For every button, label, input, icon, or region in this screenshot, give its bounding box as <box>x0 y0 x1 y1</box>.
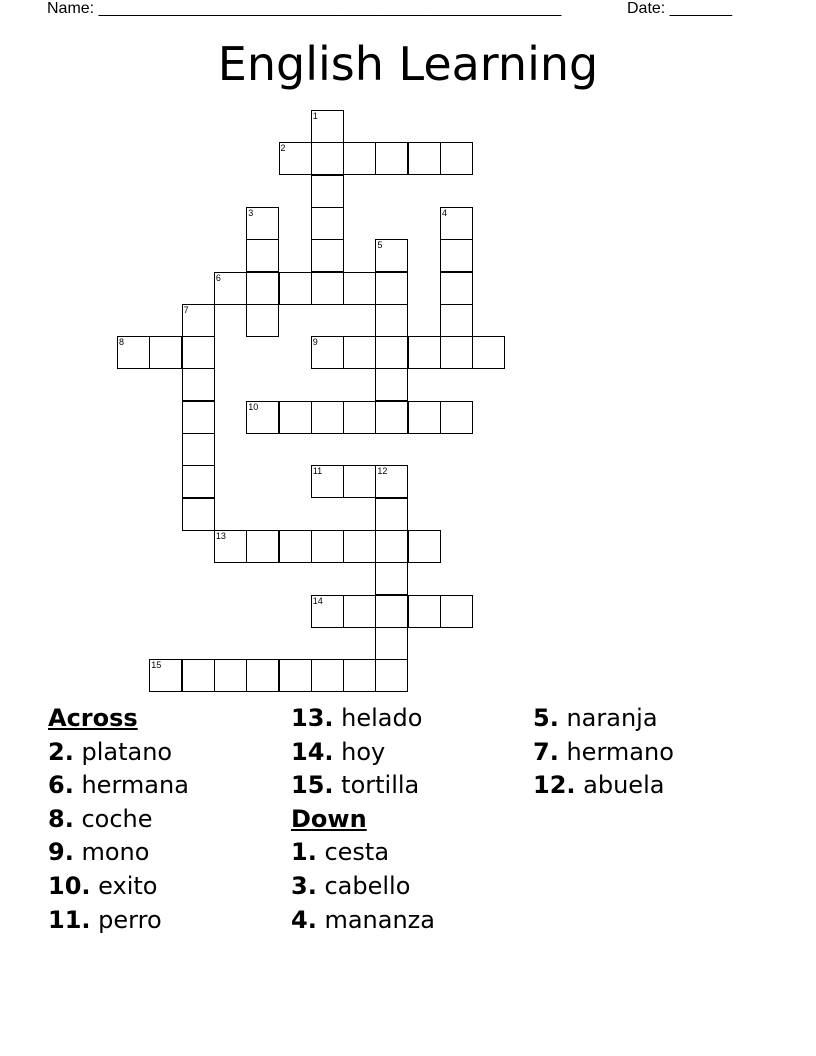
clue-text: hermano <box>566 737 674 766</box>
clue-number: 8. <box>48 804 74 833</box>
cell-number: 15 <box>151 660 162 671</box>
crossword-cell[interactable] <box>182 336 215 369</box>
clue-across-13 <box>291 702 435 736</box>
clue-down-1 <box>291 836 435 870</box>
crossword-cell[interactable] <box>375 336 408 369</box>
cell-number: 4 <box>442 207 448 218</box>
crossword-cell[interactable] <box>440 239 473 272</box>
clue-across-9 <box>48 836 189 870</box>
crossword-cell[interactable] <box>311 401 344 434</box>
crossword-cell[interactable] <box>408 401 441 434</box>
cell-number: 9 <box>312 337 318 348</box>
crossword-cell[interactable] <box>440 336 473 369</box>
clue-number: 6. <box>48 771 74 800</box>
clue-text: hoy <box>341 737 386 766</box>
crossword-cell[interactable] <box>440 401 473 434</box>
clue-text: mono <box>81 838 150 867</box>
crossword-cell[interactable] <box>246 207 279 240</box>
crossword-cell[interactable] <box>472 336 505 369</box>
clue-number: 12. <box>533 771 576 800</box>
crossword-cell[interactable] <box>440 595 473 628</box>
page-title: English Learning <box>217 37 599 91</box>
crossword-cell[interactable] <box>279 530 312 563</box>
crossword-cell[interactable] <box>408 530 441 563</box>
clue-across-11 <box>48 904 189 938</box>
clue-down-7 <box>533 736 674 770</box>
crossword-cell[interactable] <box>343 336 376 369</box>
crossword-cell[interactable] <box>343 530 376 563</box>
clue-number: 15. <box>291 771 334 800</box>
clue-number: 1. <box>291 838 317 867</box>
clue-across-10 <box>48 870 189 904</box>
clue-number: 7. <box>533 737 559 766</box>
clue-number: 10. <box>48 871 91 900</box>
crossword-cell[interactable] <box>440 207 473 240</box>
crossword-cell[interactable] <box>182 401 215 434</box>
crossword-cell[interactable] <box>182 433 215 466</box>
clue-number: 3. <box>291 871 317 900</box>
cell-number: 10 <box>248 401 259 412</box>
clue-number: 13. <box>291 704 334 732</box>
crossword-cell[interactable] <box>375 368 408 401</box>
cell-number: 14 <box>312 595 323 606</box>
crossword-cell[interactable] <box>182 368 215 401</box>
clue-across-6 <box>48 769 189 803</box>
crossword-cell[interactable] <box>375 562 408 595</box>
crossword-cell[interactable] <box>246 659 279 692</box>
cell-number: 13 <box>215 530 226 541</box>
name-field-label: Name: ____________________________________________________ <box>47 0 562 17</box>
clue-text: hermana <box>81 771 189 800</box>
crossword-cell[interactable] <box>279 401 312 434</box>
down-heading: Down <box>291 804 367 833</box>
crossword-cell[interactable] <box>343 595 376 628</box>
crossword-cell[interactable] <box>214 272 247 305</box>
clue-across-8 <box>48 803 189 837</box>
cell-number: 5 <box>377 240 383 251</box>
clue-across-14 <box>291 736 435 770</box>
clue-text: helado <box>341 704 423 732</box>
across-heading: Across <box>48 704 138 732</box>
crossword-cell[interactable] <box>440 304 473 337</box>
crossword-cell[interactable] <box>311 239 344 272</box>
crossword-cell[interactable] <box>375 304 408 337</box>
clue-text: coche <box>81 804 153 833</box>
crossword-cell[interactable] <box>375 595 408 628</box>
crossword-cell[interactable] <box>149 336 182 369</box>
clue-text: cabello <box>324 871 411 900</box>
clue-across-2 <box>48 736 189 770</box>
crossword-cell[interactable] <box>375 142 408 175</box>
cell-number: 7 <box>183 304 189 315</box>
crossword-cell[interactable] <box>182 465 215 498</box>
crossword-cell[interactable] <box>149 659 182 692</box>
cell-number: 12 <box>377 466 388 477</box>
clue-text: abuela <box>583 771 665 800</box>
crossword-cell[interactable] <box>246 401 279 434</box>
crossword-cell[interactable] <box>311 272 344 305</box>
clue-column-1 <box>48 702 189 937</box>
crossword-cell[interactable] <box>343 465 376 498</box>
date-field-label: Date: _______ <box>627 0 732 17</box>
crossword-cell[interactable] <box>279 272 312 305</box>
crossword-cell[interactable] <box>375 239 408 272</box>
clue-column-2 <box>291 702 435 937</box>
clue-text: tortilla <box>341 771 420 800</box>
clue-text: platano <box>81 737 173 766</box>
crossword-cell[interactable] <box>246 530 279 563</box>
crossword-cell[interactable] <box>375 530 408 563</box>
crossword-cell[interactable] <box>311 336 344 369</box>
crossword-cell[interactable] <box>440 272 473 305</box>
crossword-cell[interactable] <box>343 142 376 175</box>
clue-down-12 <box>533 769 674 803</box>
clue-text: perro <box>98 905 162 934</box>
crossword-cell[interactable] <box>246 304 279 337</box>
clue-number: 5. <box>533 704 559 732</box>
crossword-cell[interactable] <box>214 530 247 563</box>
crossword-cell[interactable] <box>311 175 344 208</box>
clue-text: naranja <box>566 704 658 732</box>
crossword-cell[interactable] <box>408 336 441 369</box>
clue-down-3 <box>291 870 435 904</box>
crossword-cell[interactable] <box>279 142 312 175</box>
clue-number: 2. <box>48 737 74 766</box>
crossword-cell[interactable] <box>182 659 215 692</box>
clue-number: 11. <box>48 905 91 934</box>
crossword-cell[interactable] <box>311 142 344 175</box>
crossword-cell[interactable] <box>343 272 376 305</box>
crossword-cell[interactable] <box>375 465 408 498</box>
cell-number: 2 <box>280 143 286 154</box>
crossword-cell[interactable] <box>214 659 247 692</box>
clue-down-5 <box>533 702 674 736</box>
crossword-cell[interactable] <box>311 530 344 563</box>
crossword-cell[interactable] <box>279 659 312 692</box>
crossword-cell[interactable] <box>375 401 408 434</box>
crossword-cell[interactable] <box>311 110 344 143</box>
clue-down-4 <box>291 904 435 938</box>
crossword-cell[interactable] <box>375 272 408 305</box>
crossword-cell[interactable] <box>343 659 376 692</box>
crossword-cell[interactable] <box>117 336 150 369</box>
clue-number: 4. <box>291 905 317 934</box>
clue-across-15 <box>291 769 435 803</box>
crossword-cell[interactable] <box>246 272 279 305</box>
crossword-cell[interactable] <box>375 659 408 692</box>
crossword-cell[interactable] <box>440 142 473 175</box>
clue-text: cesta <box>324 838 390 867</box>
crossword-cell[interactable] <box>408 142 441 175</box>
crossword-cell[interactable] <box>375 498 408 531</box>
crossword-cell[interactable] <box>375 627 408 660</box>
cell-number: 8 <box>119 337 125 348</box>
crossword-cell[interactable] <box>408 595 441 628</box>
cell-number: 11 <box>312 466 323 477</box>
crossword-cell[interactable] <box>311 595 344 628</box>
clue-number: 9. <box>48 838 74 867</box>
cell-number: 1 <box>312 111 318 121</box>
cell-number: 3 <box>248 207 254 218</box>
crossword-cell[interactable] <box>311 207 344 240</box>
crossword-cell[interactable] <box>182 304 215 337</box>
crossword-cell[interactable] <box>182 498 215 531</box>
cell-number: 6 <box>215 272 221 283</box>
clue-column-3 <box>533 702 674 803</box>
crossword-cell[interactable] <box>343 401 376 434</box>
clue-text: mananza <box>324 905 435 934</box>
clue-number: 14. <box>291 737 334 766</box>
clue-text: exito <box>98 871 158 900</box>
crossword-cell[interactable] <box>311 659 344 692</box>
crossword-cell[interactable] <box>246 239 279 272</box>
crossword-cell[interactable] <box>311 465 344 498</box>
